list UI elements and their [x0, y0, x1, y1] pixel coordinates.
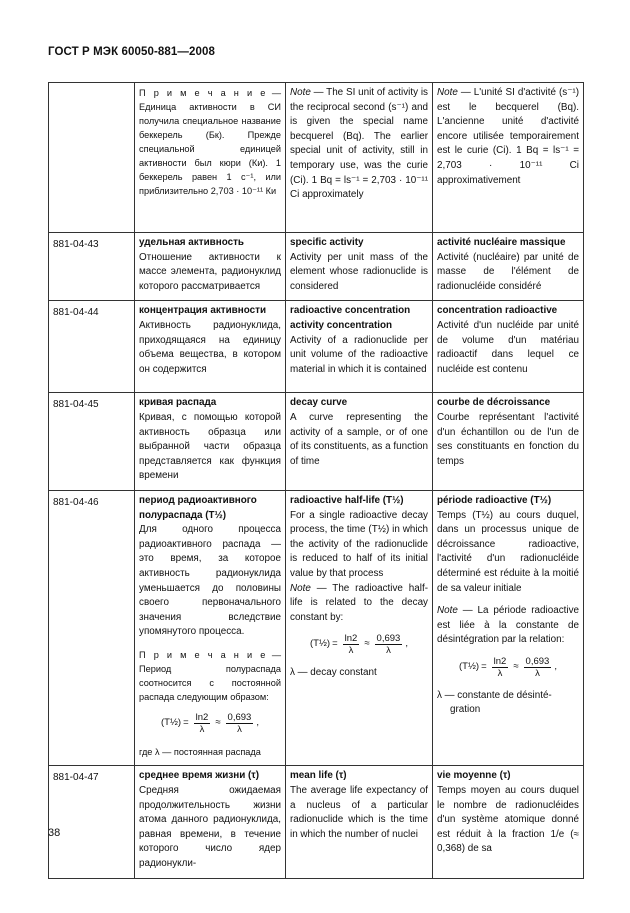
russian-cell [135, 83, 286, 233]
definition-fr: Temps moyen au cours duquel le nombre de radionucléides d'un système atomique donné est réduit à la fraction 1/e (≈ 0,368) de sa [437, 785, 579, 855]
legend-fr: λ — constante de désinté- gration [437, 689, 552, 716]
note-en: Note — The radioactive half-life is related to the decay constant by: [290, 582, 428, 623]
definition-ru: Средняя ожидаемая продолжительность жизни атома данного радионуклида, равная времени, в течение которого число ядер радионукли- [139, 785, 281, 870]
term-ru: кривая распада [139, 397, 217, 409]
entry-number: 881-04-45 [49, 393, 135, 491]
definition-ru: Кривая, с помощью которой активность образца или выбранной части образца представляется как функция времени [139, 411, 281, 482]
russian-cell [135, 233, 286, 301]
english-cell [286, 301, 433, 393]
russian-cell [135, 393, 286, 491]
term-en: specific activity [290, 237, 364, 248]
term-en: radioactive concentration [290, 305, 411, 317]
page-header: ГОСТ Р МЭК 60050-881—2008 [48, 46, 215, 58]
definition-fr: Courbe représentant l'activité d'un échantillon ou de l'un de ses constituants en fonction du temps [437, 411, 579, 467]
definition-ru: Активность радионуклида, приходящаяся на единицу объема вещества, в котором он содержится [139, 319, 281, 375]
note-fr: Note — La période radioactive est liée à la constante de désintégration par la relation: [437, 605, 579, 646]
term-fr: période radioactive (T½) [437, 494, 552, 506]
term-en: mean life (τ) [290, 770, 347, 782]
half-life-formula-fr: (T½) = $\frac{\ln 2}{\lambda}$ ≈ $\frac{0,693}{\lambda}$ , [459, 655, 557, 679]
english-cell [286, 233, 433, 301]
french-cell [433, 83, 584, 233]
russian-cell [135, 301, 286, 393]
definition-en: Activity of a radionuclide per unit volume of the radioactive material in which it is contained [290, 334, 428, 375]
table-row [49, 233, 584, 301]
entry-number: 881-04-46 [49, 490, 135, 766]
term-en: radioactive half-life (T½) [290, 494, 404, 506]
french-cell [433, 490, 584, 766]
definition-ru: Для одного процесса радиоактивного распада — это время, за которое активность радионуклида уменьшается до половины своего первоначального значения вследствие упомянутого процесса. [139, 524, 281, 638]
definition-fr: Temps (T½) au cours duquel, dans un processus unique de décroissance radioactive, l'activité d'un radionucléide déterminé est réduite à la moitié de sa valeur initiale [437, 509, 579, 594]
definition-ru: Отношение активности к массе элемента, радионуклид которого рассматривается [139, 251, 281, 292]
definition-en: For a single radioactive decay process, the time (T½) in which the activity of the radionuclide is reduced to half of its initial value by that process [290, 509, 428, 579]
french-cell [433, 301, 584, 393]
english-cell [286, 393, 433, 491]
legend-ru: где λ — постоянная распада [139, 746, 261, 757]
russian-cell [135, 766, 286, 878]
definition-fr: Activité d'un nucléide par unité de volume d'un matériau radioactif dans lequel ce nucléide est contenu [437, 319, 579, 375]
note-fr: Note — L'unité SI d'activité (s⁻¹) est le becquerel (Bq). L'ancienne unité d'activité encore utilisée temporairement est le curie (Ci). 1 Bq = ls⁻¹ = 2,703 · 10⁻¹¹ Ci approximativement [437, 87, 579, 186]
term-fr: concentration radioactive [437, 305, 558, 317]
note-ru: П р и м е ч а н и е — Единица активности в СИ получила специальное название беккерель (Бк). Прежде специальной единицей активности был кюри (Ки). 1 беккерель равен 1 с⁻¹, или приблизительно 2,703 · 10⁻¹¹ Ки [139, 88, 282, 196]
term-ru: период радиоактивного полураспада (T½) [139, 494, 257, 521]
term-fr: courbe de décroissance [437, 397, 551, 409]
legend-en: λ — decay constant [290, 667, 377, 679]
table-row [49, 393, 584, 491]
term-fr: vie moyenne (τ) [437, 770, 511, 782]
entry-number: 881-04-47 [49, 766, 135, 878]
entry-number [49, 83, 135, 233]
term-fr: activité nucléaire massique [437, 237, 566, 248]
table-row [49, 490, 584, 766]
definition-en: Activity per unit mass of the element whose radionuclide is considered [290, 251, 428, 292]
french-cell [433, 766, 584, 878]
table-row [49, 766, 584, 878]
note-en: Note — The SI unit of activity is the reciprocal second (s⁻¹) and is given the special name becquerel (Bq). The earlier special unit of activity, still in temporary use, was the curie (Ci). 1 Bq = ls⁻¹ = 2,703 · 10⁻¹¹ Ci approximately [290, 87, 428, 201]
term-ru: удельная активность [139, 237, 244, 248]
terminology-table [48, 82, 584, 879]
english-cell [286, 766, 433, 878]
entry-number: 881-04-43 [49, 233, 135, 301]
term-ru: среднее время жизни (τ) [139, 770, 259, 782]
table-row [49, 83, 584, 233]
page-number: 38 [48, 827, 61, 839]
french-cell [433, 233, 584, 301]
english-cell [286, 490, 433, 766]
term-en: decay curve [290, 397, 348, 409]
english-cell [286, 83, 433, 233]
definition-en: A curve representing the activity of a sample, or of one of its constituents, as a function of time [290, 411, 428, 467]
table-row [49, 301, 584, 393]
half-life-formula-ru: (T½) = $\frac{\ln 2}{\lambda}$ ≈ $\frac{0,693}{\lambda}$ , [161, 711, 259, 735]
note-ru: П р и м е ч а н и е — Период полураспада соотносится с постоянной распада следующим образом: [139, 649, 282, 702]
definition-fr: Activité (nucléaire) par unité de masse de l'élément de radionucléide considéré [437, 251, 579, 292]
term-en-synonym: activity concentration [290, 319, 393, 331]
term-ru: концентрация активности [139, 305, 267, 317]
french-cell [433, 393, 584, 491]
russian-cell [135, 490, 286, 766]
entry-number: 881-04-44 [49, 301, 135, 393]
definition-en: The average life expectancy of a nucleus of a particular radionuclide which is the time in which the number of nuclei [290, 785, 428, 840]
half-life-formula-en: (T½) = $\frac{\ln 2}{\lambda}$ ≈ $\frac{0,693}{\lambda}$ , [310, 633, 408, 657]
